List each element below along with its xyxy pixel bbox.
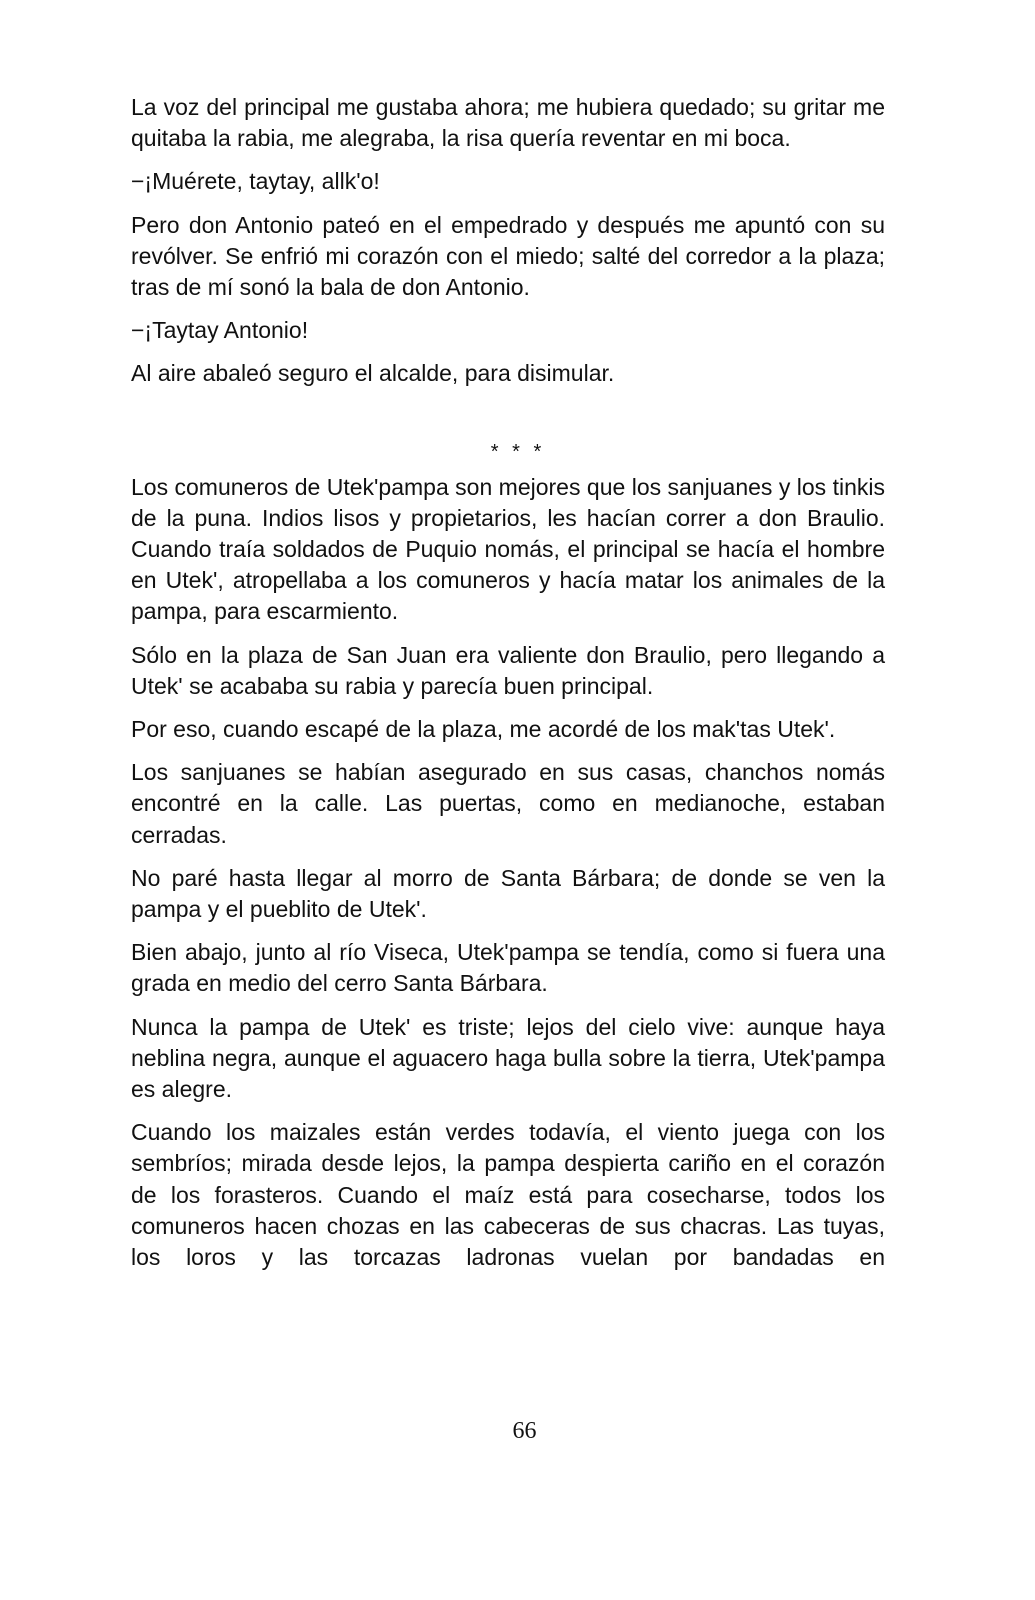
paragraph: No paré hasta llegar al morro de Santa Bárbara; de donde se ven la pampa y el pueblito de Utek'.	[131, 864, 885, 923]
paragraph: Por eso, cuando escapé de la plaza, me acordé de los mak'tas Utek'.	[131, 716, 836, 743]
paragraph: La voz del principal me gustaba ahora; me hubiera quedado; su gritar me quitaba la rabia, me alegraba, la risa quería reventar en mi boca.	[131, 94, 885, 152]
paragraph: Pero don Antonio pateó en el empedrado y después me apuntó con su revólver. Se enfrió mi corazón con el miedo; salté del corredor a la plaza; tras de mí sonó la bala de don Antonio.	[131, 211, 885, 301]
paragraph: Bien abajo, junto al río Viseca, Utek'pampa se tendía, como si fuera una grada en medio del cerro Santa Bárbara.	[131, 939, 885, 997]
paragraph: Cuando los maizales están verdes todavía, el viento juega con los sembríos; mirada desde lejos, la pampa despierta cariño en el corazón de los forasteros. Cuando el maíz está para cosecharse, todos los comuneros hacen chozas en las cabeceras de sus chacras. Las tuyas, los loros y las torcazas ladronas vuelan por bandadas en	[131, 1119, 885, 1271]
paragraph: Nunca la pampa de Utek' es triste; lejos del cielo vive: aunque haya neblina negra, aunque el aguacero haga bulla sobre la tierra, Utek'pampa es alegre.	[131, 1013, 885, 1103]
paragraph: Los comuneros de Utek'pampa son mejores que los sanjuanes y los tinkis de la puna. Indios lisos y propietarios, les hacían correr a don Braulio. Cuando traía soldados de Puquio nomás, el principal se hacía el hombre en Utek', atropellaba a los comuneros y hacía matar los animales de la pampa, para escarmiento.	[131, 473, 885, 625]
paragraph: Los sanjuanes se habían asegurado en sus casas, chanchos nomás encontré en la calle. Las puertas, como en medianoche, estaban cerradas.	[131, 759, 885, 848]
page-body	[131, 92, 885, 1285]
paragraph: Al aire abaleó seguro el alcalde, para disimular.	[131, 360, 615, 387]
dialogue-line: −¡Taytay Antonio!	[131, 317, 309, 344]
page-number: 66	[512, 1418, 537, 1444]
dialogue-line: −¡Muérete, taytay, allk'o!	[131, 168, 380, 195]
section-separator: * * *	[490, 440, 546, 463]
paragraph: Sólo en la plaza de San Juan era valiente don Braulio, pero llegando a Utek' se acababa su rabia y parecía buen principal.	[131, 641, 885, 699]
